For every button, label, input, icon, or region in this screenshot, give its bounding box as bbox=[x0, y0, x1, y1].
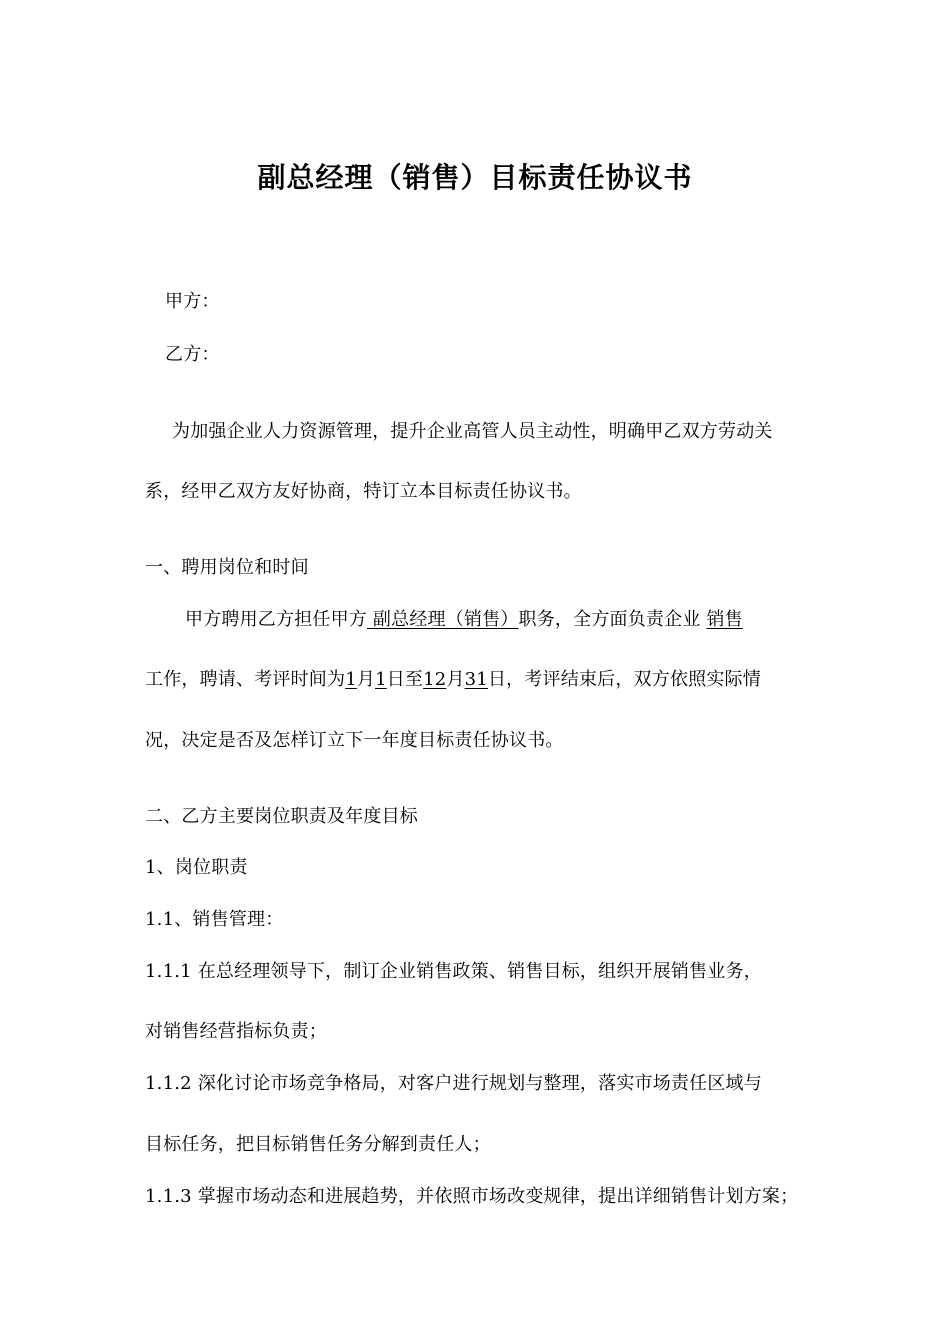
text-run: 日至 bbox=[386, 669, 424, 690]
text-run: 职务，全方面负责企业 bbox=[518, 609, 707, 630]
start-month-field: 1 bbox=[345, 669, 357, 690]
item-1-1-3-line-1: 1.1.3 掌握市场动态和进展趋势，并依照市场改变规律，提出详细销售计划方案； bbox=[145, 1186, 799, 1207]
end-day-field: 31 bbox=[464, 669, 488, 690]
subsection-1-heading: 1、岗位职责 bbox=[145, 857, 248, 878]
section-1-paragraph-line-3: 况，决定是否及怎样订立下一年度目标责任协议书。 bbox=[145, 730, 564, 751]
section-1-heading: 一、聘用岗位和时间 bbox=[145, 557, 309, 578]
text-run: 工作，聘请、考评时间为 bbox=[145, 669, 346, 690]
item-1-1-1-line-2: 对销售经营指标负责； bbox=[145, 1021, 327, 1042]
department-field: 销售 bbox=[706, 609, 743, 630]
text-run: 日，考评结束后，双方依照实际情 bbox=[487, 669, 761, 690]
section-1-paragraph-line-2 bbox=[145, 668, 761, 692]
start-day-field: 1 bbox=[375, 669, 387, 690]
text-run: 月 bbox=[356, 669, 376, 690]
item-1-1-2-line-1: 1.1.2 深化讨论市场竞争格局，对客户进行规划与整理，落实市场责任区域与 bbox=[145, 1073, 762, 1094]
intro-paragraph-line-2: 系，经甲乙双方友好协商，特订立本目标责任协议书。 bbox=[145, 481, 582, 502]
text-run: 月 bbox=[446, 669, 465, 690]
position-field: 副总经理（销售） bbox=[367, 609, 519, 630]
party-a-label: 甲方： bbox=[165, 291, 220, 312]
text-run: 甲方聘用乙方担任甲方 bbox=[185, 609, 367, 630]
item-1-1-2-line-2: 目标任务，把目标销售任务分解到责任人； bbox=[145, 1134, 491, 1155]
subsection-1-1-heading: 1.1、销售管理： bbox=[145, 909, 284, 930]
document-title: 副总经理（销售）目标责任协议书 bbox=[257, 161, 693, 194]
item-1-1-1-line-1: 1.1.1 在总经理领导下，制订企业销售政策、销售目标，组织开展销售业务， bbox=[145, 961, 762, 982]
party-b-label: 乙方： bbox=[165, 344, 220, 365]
section-2-heading: 二、乙方主要岗位职责及年度目标 bbox=[145, 806, 418, 827]
intro-paragraph-line-1: 为加强企业人力资源管理，提升企业高管人员主动性，明确甲乙双方劳动关 bbox=[172, 421, 773, 442]
end-month-field: 12 bbox=[423, 669, 447, 690]
section-1-paragraph-line-1 bbox=[185, 608, 743, 632]
